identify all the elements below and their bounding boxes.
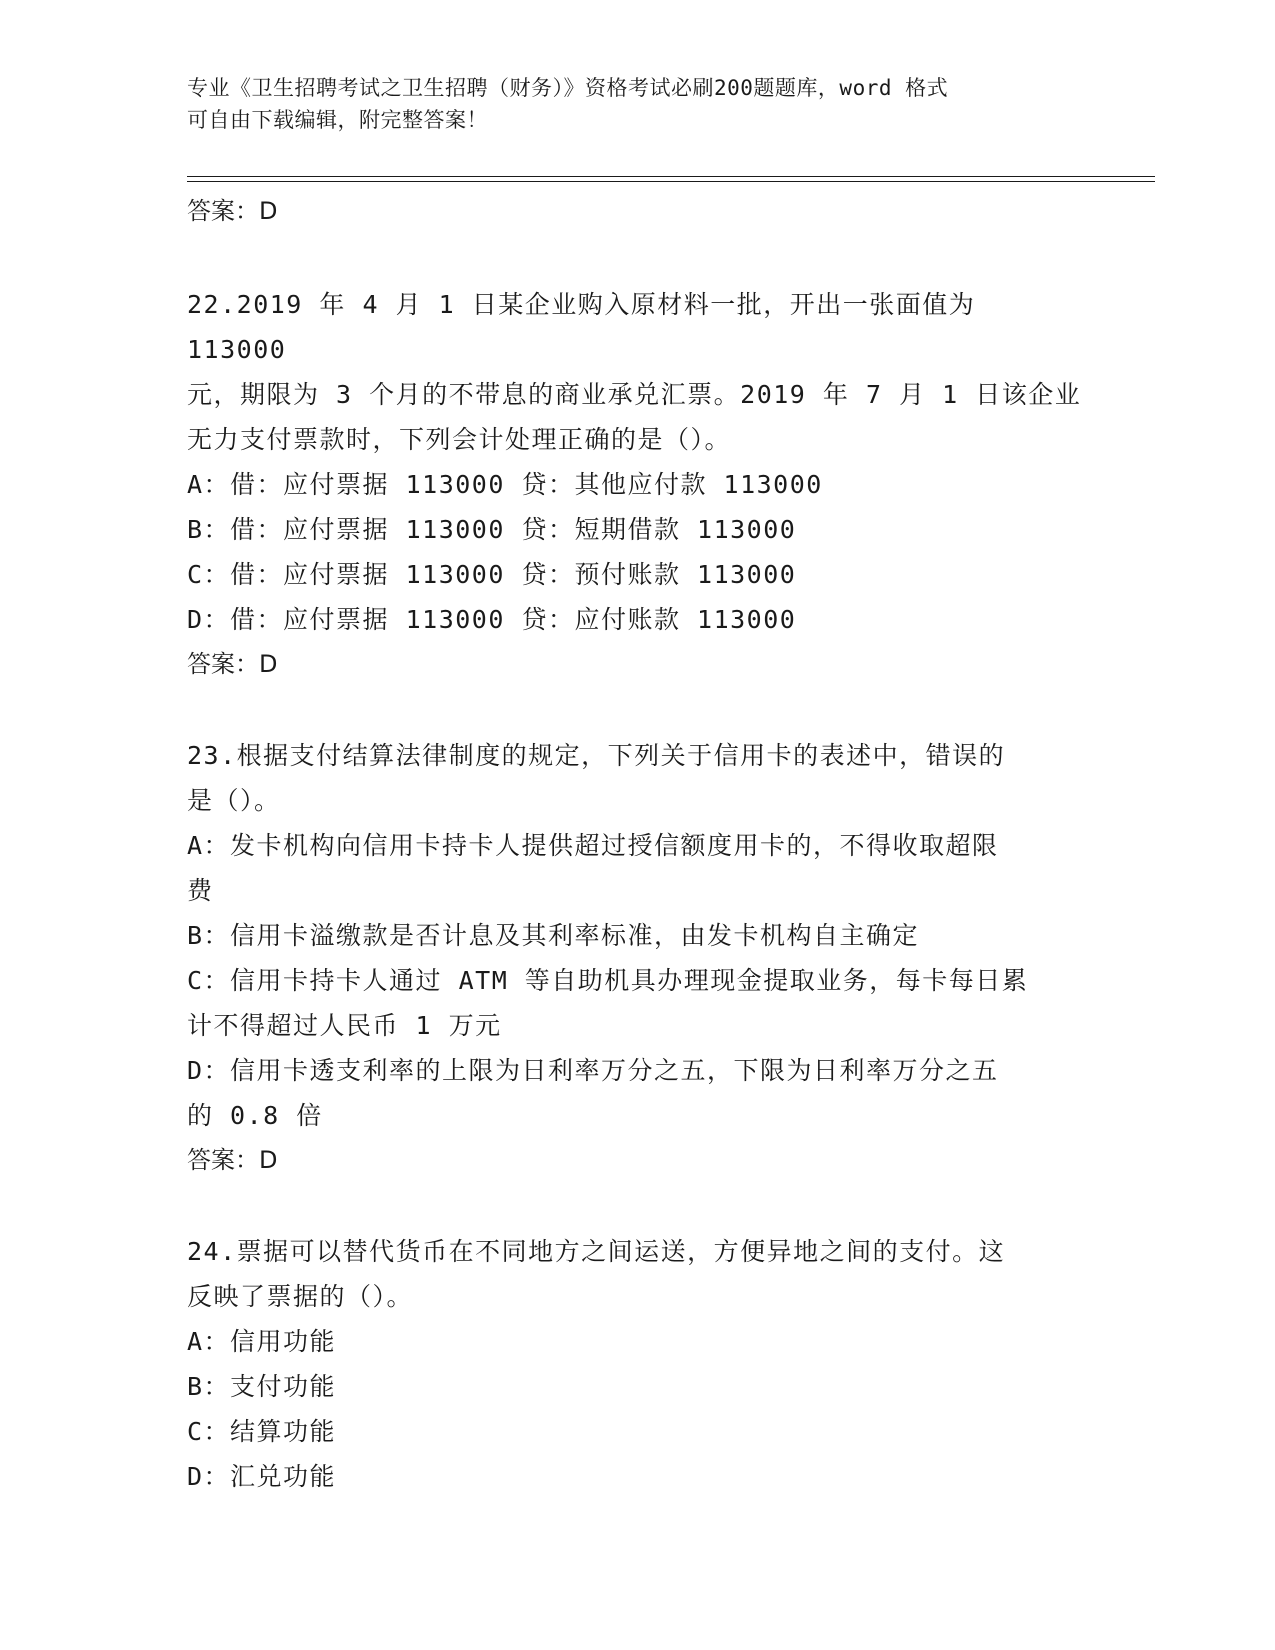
question-text	[187, 282, 1087, 462]
option-a: A：信用功能	[187, 1327, 337, 1356]
question-line: 无力支付票款时，下列会计处理正确的是（）。	[187, 425, 732, 454]
option-d: D：借：应付票据 113000 贷：应付账款 113000	[187, 605, 797, 634]
question-line: 是（）。	[187, 786, 281, 815]
header-line-1: 专业《卫生招聘考试之卫生招聘（财务）》资格考试必刷200题题库，word 格式	[187, 76, 949, 100]
question-24	[187, 1229, 1087, 1499]
question-23	[187, 733, 1087, 1183]
question-line: 元，期限为 3 个月的不带息的商业承兑汇票。2019 年 7 月 1 日该企业	[187, 380, 1082, 409]
option-c: C：信用卡持卡人通过 ATM 等自助机具办理现金提取业务，每卡每日累	[187, 966, 1029, 995]
question-text	[187, 733, 1087, 823]
option-c-continued: 计不得超过人民币 1 万元	[187, 1011, 502, 1040]
option-c: C：借：应付票据 113000 贷：预付账款 113000	[187, 560, 797, 589]
question-22	[187, 282, 1087, 687]
option-a-continued: 费	[187, 876, 214, 905]
question-text	[187, 1229, 1087, 1319]
question-list	[187, 282, 1087, 1499]
header-divider-bottom	[187, 181, 1155, 182]
option-b: B：支付功能	[187, 1372, 337, 1401]
question-gap	[187, 1183, 1087, 1229]
header-line-2: 可自由下载编辑，附完整答案！	[187, 108, 488, 132]
header-divider-top	[187, 176, 1155, 177]
option-d-continued: 的 0.8 倍	[187, 1101, 323, 1130]
question-line: 反映了票据的（）。	[187, 1282, 414, 1311]
option-b: B：信用卡溢缴款是否计息及其利率标准，由发卡机构自主确定	[187, 921, 920, 950]
question-line: 24.票据可以替代货币在不同地方之间运送，方便异地之间的支付。这	[187, 1237, 1006, 1266]
answer-label: 答案：D	[187, 1146, 278, 1174]
question-line: 23.根据支付结算法律制度的规定，下列关于信用卡的表述中，错误的	[187, 741, 1006, 770]
option-b: B：借：应付票据 113000 贷：短期借款 113000	[187, 515, 797, 544]
document-header	[187, 72, 1087, 136]
answer-label: 答案：D	[187, 650, 278, 678]
option-d: D：信用卡透支利率的上限为日利率万分之五，下限为日利率万分之五	[187, 1056, 999, 1085]
question-gap	[187, 687, 1087, 733]
answer-label: 答案：D	[187, 197, 278, 225]
option-c: C：结算功能	[187, 1417, 337, 1446]
option-a: A：发卡机构向信用卡持卡人提供超过授信额度用卡的，不得收取超限	[187, 831, 999, 860]
option-a: A：借：应付票据 113000 贷：其他应付款 113000	[187, 470, 823, 499]
question-line: 22.2019 年 4 月 1 日某企业购入原材料一批，开出一张面值为 113000	[187, 290, 976, 364]
option-d: D：汇兑功能	[187, 1462, 337, 1491]
